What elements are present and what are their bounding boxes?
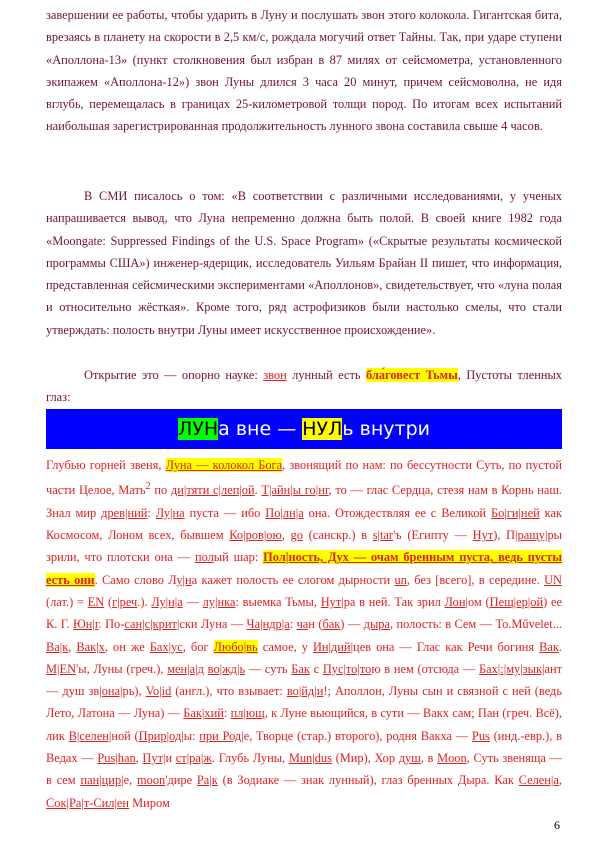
text-run: Vo|id (145, 684, 172, 699)
text-run: |она| (99, 684, 123, 699)
text-run: вон (268, 368, 287, 382)
text-run: с (309, 661, 323, 676)
text-run: Pus|han (97, 750, 136, 765)
text-run: Пещ|ер|ой (489, 594, 544, 609)
section-banner (46, 409, 562, 449)
text-run: Вак (539, 639, 559, 654)
text-run: |ом ( (465, 594, 490, 609)
text-run: она. Отождествляя ее с Великой (303, 505, 491, 520)
text-run: Pus (471, 728, 490, 743)
banner-word-nul: НУЛ (302, 418, 343, 440)
text-run: EN (87, 594, 105, 609)
banner-text: а вне — (218, 418, 303, 440)
paragraph-moon-bell (46, 454, 562, 814)
text-run: |ски Луна — (176, 617, 247, 632)
highlighted-phrase: Пол|ность, Дух — очам бренным пуста, ведь пусты есть они (46, 550, 562, 587)
text-run: un (394, 572, 407, 587)
text-run: .). (137, 594, 152, 609)
text-run: . Само слово Л (94, 572, 177, 587)
text-run: , Суть звеняща — в сем (46, 750, 562, 788)
text-run: , звонящий по нам: по бессутности Суть, по пустой части Целое, Мать (46, 458, 562, 498)
text-run: Прир|од| (138, 728, 184, 743)
text-run: е, Творце (стар.) второго), родня Вакха — (243, 728, 472, 743)
text-run: ры зрили, что плотски она — (46, 528, 562, 565)
text-run: ) ее К. Г. (46, 594, 562, 632)
text-run: : (289, 617, 297, 632)
text-run: е, (123, 773, 138, 788)
text-run: Селен|а (518, 773, 559, 788)
text-run: древ|ний (101, 505, 148, 520)
text-run: сан|с|крит (124, 617, 177, 632)
text-run: Нут (320, 594, 342, 609)
text-run: Бах|:|му|зык| (479, 661, 545, 676)
text-run: В|селен| (68, 728, 112, 743)
text-run: , то — глас Сердца, стезя нам в Корнь наш (328, 483, 559, 498)
text-run: ы: (183, 728, 200, 743)
text-run: з (263, 368, 269, 382)
text-run: (санскр.) в (302, 528, 373, 543)
text-run: Ча|ндр|а (246, 617, 290, 632)
text-run: , (281, 528, 291, 543)
text-run: , к Луне вьющийся, в сути — Вакх сам; Пан (греч. Всё), лик (46, 706, 562, 743)
text-run: 'дире (165, 773, 197, 788)
text-run: UN (544, 572, 563, 587)
text-run: Сок|Ра|т-Сил|ен (46, 795, 130, 810)
text-run: дыра (363, 617, 390, 632)
text-run: , бог (182, 639, 214, 654)
paragraph-discovery (46, 364, 562, 409)
highlighted-phrase: Луна — колокол Бога (165, 458, 283, 472)
text-run: . (558, 639, 562, 654)
text-run: по (150, 483, 171, 498)
text-run: |ращу| (515, 528, 548, 543)
text-run: . (254, 483, 262, 498)
text-run: ант — душ зв (46, 661, 562, 699)
paragraph-media-report: В СМИ писалось о том: «В соответствии с различными исследованиями, у ученых напрашивается вывод, что Луна непременно должна быть полой. В своей книге 1982 года «Moongate: Suppressed Findings of the U.S. Space Program» («Скрытые результаты космической программы США») инженер-ядерщик, исследователь Уильям Брайан II пишет, что информация, представленная сейсмическими экспериментами «Аполлонов», свидетельствует, что «луна полая и относительно жёсткая». Кроме того, ряд астрофизиков были настолько смелы, что стали утверждать: полость внутри Луны имеет искусственное происхождение». (46, 189, 562, 337)
banner-text: ь внутри (342, 418, 430, 440)
highlighted-phrase: Любо|вь (213, 639, 258, 654)
text-run: во|йд|и (286, 684, 324, 699)
text-run: — суть (245, 661, 292, 676)
text-run: и (165, 750, 176, 765)
text-run: лу|нка (202, 594, 236, 609)
text-run: мен|а|д (167, 661, 204, 676)
text-run: самое, у (257, 639, 313, 654)
text-run: Лу|н|а (151, 594, 183, 609)
text-run: (лат.) = (46, 594, 88, 609)
text-run: |ра в ней. Так зрил (341, 594, 445, 609)
text-run: Открытие это — опорно науке: (84, 368, 264, 382)
text-run: Пус|то|то (322, 661, 372, 676)
text-run: душ (398, 750, 421, 765)
text-run: , Пустоты тленных глаз: (46, 368, 562, 405)
text-run: ди|тяти с|леп|ой (170, 483, 255, 498)
text-run: Лу|на (155, 505, 185, 520)
text-run: , полость: в Сем — То.Művelet... (389, 617, 562, 632)
text-run: ст|ра|ж (175, 750, 212, 765)
text-run: Mun|dus (288, 750, 332, 765)
text-run: Нут (472, 528, 494, 543)
text-run: пл|ющ (230, 706, 265, 721)
text-run: Бак (291, 661, 310, 676)
text-run: 'ы, Луны (греч.), (76, 661, 168, 676)
text-run: (Мир), Хор (331, 750, 399, 765)
text-run: ( (104, 594, 113, 609)
text-run: у|н (176, 572, 192, 587)
text-run: — (182, 594, 203, 609)
text-run: Юн|г (73, 617, 99, 632)
text-run: Бах|ус (149, 639, 183, 654)
text-run: go (290, 528, 303, 543)
text-run: пол (194, 550, 214, 565)
text-run: Глубью горней звеня, (46, 458, 166, 472)
text-run: , (135, 750, 143, 765)
text-run: ча (296, 617, 309, 632)
text-run: ), П (493, 528, 516, 543)
text-run: (в Зодиаке — знак лунный), глаз бренных Дыра. Как (217, 773, 519, 788)
text-run: Ва|к (46, 639, 69, 654)
text-run: , (68, 639, 77, 654)
text-run: а кажет полость ее слогом дырности (191, 572, 395, 587)
text-run: M|EN (46, 661, 77, 676)
text-run: бак (322, 617, 341, 632)
text-run: : выемка Тьмы, (235, 594, 321, 609)
text-run: |цев она — Глас как Речи богиня (350, 639, 540, 654)
text-run: (инд.-евр.), в Ведах — (46, 728, 562, 765)
text-run: , в (420, 750, 438, 765)
text-run: , (558, 773, 562, 788)
text-run: s|tar (372, 528, 394, 543)
text-run: ) — (340, 617, 364, 632)
text-run: Moon (437, 750, 467, 765)
text-run: пан|цир| (80, 773, 124, 788)
footnote-mark: 2 (145, 481, 151, 493)
text-run: при Род| (199, 728, 244, 743)
text-run: г|реч (112, 594, 138, 609)
text-run: как Космосом, Лоном всех, бывшем (46, 505, 562, 543)
text-run: . Глубь Луны, (211, 750, 289, 765)
text-run: . По- (98, 617, 125, 632)
text-run: moon (137, 773, 166, 788)
text-run: ю в нем (отсюда — (371, 661, 479, 676)
text-run: Вак|х (76, 639, 105, 654)
page-number: 6 (554, 818, 560, 832)
text-run: ной ( (111, 728, 139, 743)
text-run: Миром (129, 795, 170, 810)
text-run: ый шар: (213, 550, 264, 565)
text-run: 'ъ (Египту — (393, 528, 473, 543)
text-run: : (223, 706, 231, 721)
text-run: Ин|дий (312, 639, 351, 654)
text-run: рь), (122, 684, 146, 699)
text-run: во|жд|ь (207, 661, 246, 676)
text-run: !; Аполлон, Луны сын и связной с ней (ведь Лето, Латона — Луна) — (46, 684, 562, 721)
text-run: Бак|хий (183, 706, 224, 721)
text-run: пуста — ибо (184, 505, 266, 520)
text-run: . Знал мир (46, 483, 562, 520)
text-run: (англ.), что взывает: (171, 684, 287, 699)
text-run: , он же (104, 639, 150, 654)
paragraph-moon-impact: завершении ее работы, чтобы ударить в Луну и послушать звон этого колокола. Гигантская бита, врезаясь в планету на скорости в 2,5 км/с, рождала могучий ответ Тайны. Так, при ударе ступени «Аполлона-13» (пункт столкновения был избран в 87 милях от сейсмометра, установленного экипажем «Аполлона-12») звон Луны длился 3 часа 20 минут, причем сейсмоволна, не идя вглубь, перемещалась в границах 25-километровой толщи пород. По итогам всех испытаний наибольшая зарегистрированная продолжительность лунного звона составила свыше 4 часов. (46, 8, 562, 134)
text-run: : (147, 505, 156, 520)
text-run: Бо|ги|ней (490, 505, 540, 520)
text-run: Пут| (142, 750, 166, 765)
text-run: н ( (308, 617, 323, 632)
text-run: лунный есть (286, 368, 367, 382)
highlighted-phrase: бла́говест Тьмы (366, 368, 458, 382)
text-run: Т|айн|ы го|нг (261, 483, 329, 498)
text-run: , без [всего], в середине. (406, 572, 545, 587)
text-run: Лон (444, 594, 466, 609)
banner-word-lun: ЛУН (178, 418, 219, 440)
text-run: По|лн|а (265, 505, 304, 520)
text-run: Ра|к (196, 773, 218, 788)
text-run: Ко|ров|ою (229, 528, 282, 543)
